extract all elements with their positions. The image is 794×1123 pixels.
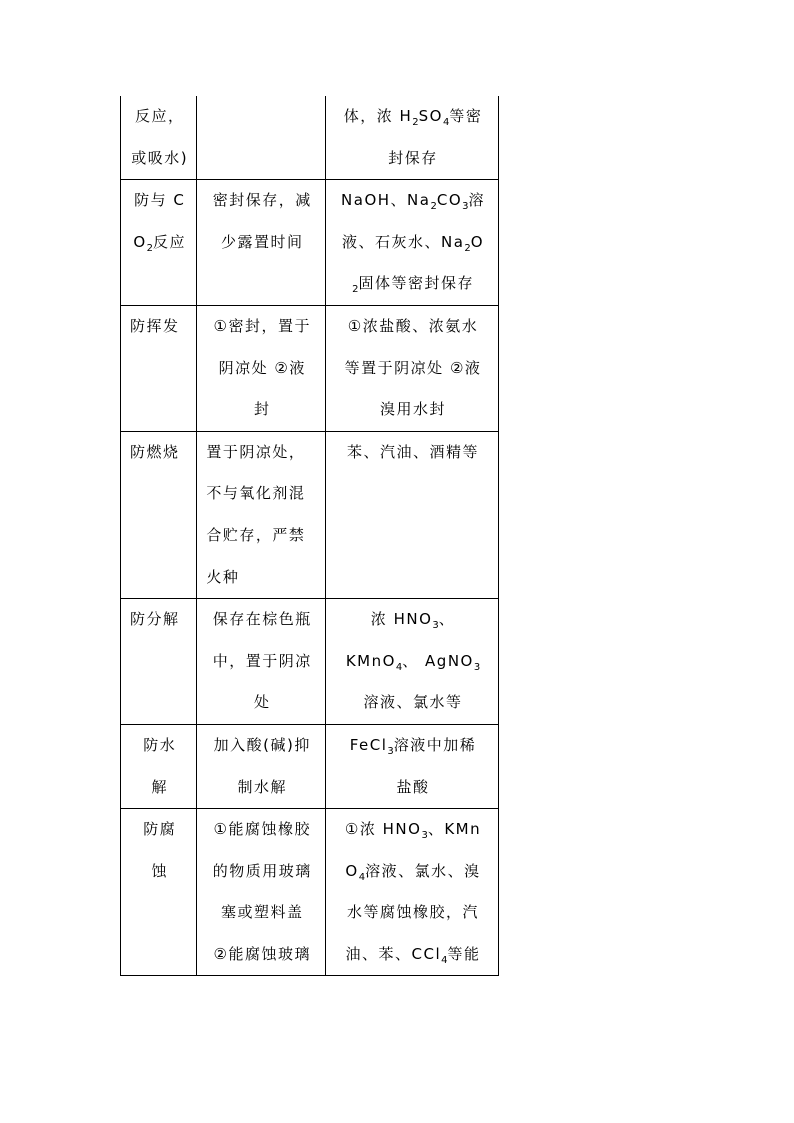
cell-line: 苯、汽油、酒精等 <box>347 442 480 461</box>
table-row <box>121 431 499 598</box>
cell-line: 防燃烧 <box>130 442 180 461</box>
subscript: 3 <box>387 745 394 757</box>
table-cell-c1 <box>121 599 197 725</box>
cell-line: 蚀 <box>151 861 168 880</box>
cell-line: 防腐 <box>143 820 177 839</box>
cell-line: 中，置于阴凉 <box>212 651 312 670</box>
table-cell-c1 <box>121 305 197 431</box>
table-row <box>121 96 499 180</box>
cell-line: 合贮存，严禁 <box>206 525 306 544</box>
cell-line: 封 <box>253 400 271 419</box>
cell-line: KMnO$_4$、 AgNO$_3$ <box>345 651 481 673</box>
table-cell-c1 <box>121 724 197 808</box>
table-cell-c3 <box>326 724 499 808</box>
subscript: 4 <box>441 954 448 966</box>
subscript: 2 <box>146 242 154 254</box>
table-cell-c2 <box>197 431 326 598</box>
cell-line: 防分解 <box>130 610 180 629</box>
cell-line: 封保存 <box>388 148 438 167</box>
cell-line: 盐酸 <box>396 777 430 796</box>
table-cell-c1 <box>121 96 197 180</box>
cell-line: 置于阴凉处， <box>206 442 306 461</box>
cell-line: ①密封，置于 <box>213 316 311 335</box>
cell-line: FeCl$_3$溶液中加稀 <box>349 735 477 757</box>
subscript: 4 <box>442 117 450 128</box>
cell-line: $_2$固体等密封保存 <box>352 274 474 296</box>
subscript: 4 <box>395 661 403 673</box>
subscript: 3 <box>462 201 469 213</box>
table-cell-c2 <box>197 96 326 180</box>
cell-line: 溶液、氯水等 <box>363 693 463 712</box>
cell-line: 溴用水封 <box>380 400 447 419</box>
table-cell-c3 <box>326 809 499 976</box>
table-row <box>121 599 499 725</box>
table-body <box>121 96 499 976</box>
cell-line: ①浓盐酸、浓氨水 <box>347 316 479 335</box>
cell-line: 不与氧化剂混 <box>206 484 306 503</box>
cell-line: 密封保存，减 <box>212 191 312 210</box>
cell-line: NaOH、$Na_2CO_3$溶 <box>341 191 486 213</box>
table-cell-c2 <box>197 599 326 725</box>
subscript: 3 <box>473 661 481 673</box>
table-cell-c2 <box>197 305 326 431</box>
cell-line: 防水 <box>143 735 177 754</box>
cell-line: 塞或塑料盖 <box>220 903 304 922</box>
cell-line: 体，浓 $H_2SO_4$等密 <box>343 107 483 128</box>
cell-line: 防挥发 <box>130 316 180 335</box>
table-row <box>121 809 499 976</box>
table-cell-c3 <box>326 431 499 598</box>
cell-line: $O_4$溶液、氯水、溴 <box>345 861 481 883</box>
table-cell-c2 <box>197 724 326 808</box>
cell-line: 少露置时间 <box>220 232 304 251</box>
cell-line: 浓 $HNO_3$、 <box>370 610 456 632</box>
table-cell-c3 <box>326 180 499 306</box>
table-cell-c1 <box>121 431 197 598</box>
cell-line: 水等腐蚀橡胶，汽 <box>347 903 480 922</box>
table-cell-c3 <box>326 599 499 725</box>
table-row <box>121 305 499 431</box>
reagent-storage-table <box>120 96 499 976</box>
cell-line: ①浓 $HNO_3$、KMn <box>344 820 482 842</box>
cell-line: 制水解 <box>237 777 287 796</box>
subscript: 3 <box>432 620 439 632</box>
cell-line: ①能腐蚀橡胶 <box>213 820 311 839</box>
cell-line: 处 <box>253 693 271 712</box>
cell-line: 火种 <box>206 567 240 586</box>
table-cell-c3 <box>326 305 499 431</box>
cell-line: $O_2$反应 <box>133 232 187 254</box>
table-cell-c3 <box>326 96 499 180</box>
cell-line: 保存在棕色瓶 <box>212 610 312 629</box>
subscript: 2 <box>464 242 471 254</box>
subscript: 4 <box>358 871 366 883</box>
subscript: 2 <box>352 284 359 296</box>
table-cell-c2 <box>197 180 326 306</box>
cell-line: 解 <box>151 777 168 796</box>
table-cell-c2 <box>197 809 326 976</box>
cell-line: 防与 C <box>134 191 186 210</box>
subscript: 2 <box>412 117 419 128</box>
table-cell-c1 <box>121 809 197 976</box>
table-cell-c1 <box>121 180 197 306</box>
subscript: 3 <box>421 830 428 842</box>
table-row <box>121 724 499 808</box>
cell-line: 等置于阴凉处 ②液 <box>344 358 482 377</box>
cell-line: 油、苯、CCl$_4$等能 <box>345 944 481 966</box>
table-row <box>121 180 499 306</box>
cell-line: 的物质用玻璃 <box>212 861 312 880</box>
subscript: 2 <box>430 201 437 213</box>
cell-line: ②能腐蚀玻璃 <box>213 944 311 963</box>
cell-line: 液、石灰水、$Na_2O$ <box>341 232 485 254</box>
cell-line: 或吸水) <box>131 148 189 167</box>
cell-line: 反应， <box>134 107 185 125</box>
cell-line: 加入酸(碱)抑 <box>213 735 311 754</box>
cell-line: 阴凉处 ②液 <box>218 358 306 377</box>
